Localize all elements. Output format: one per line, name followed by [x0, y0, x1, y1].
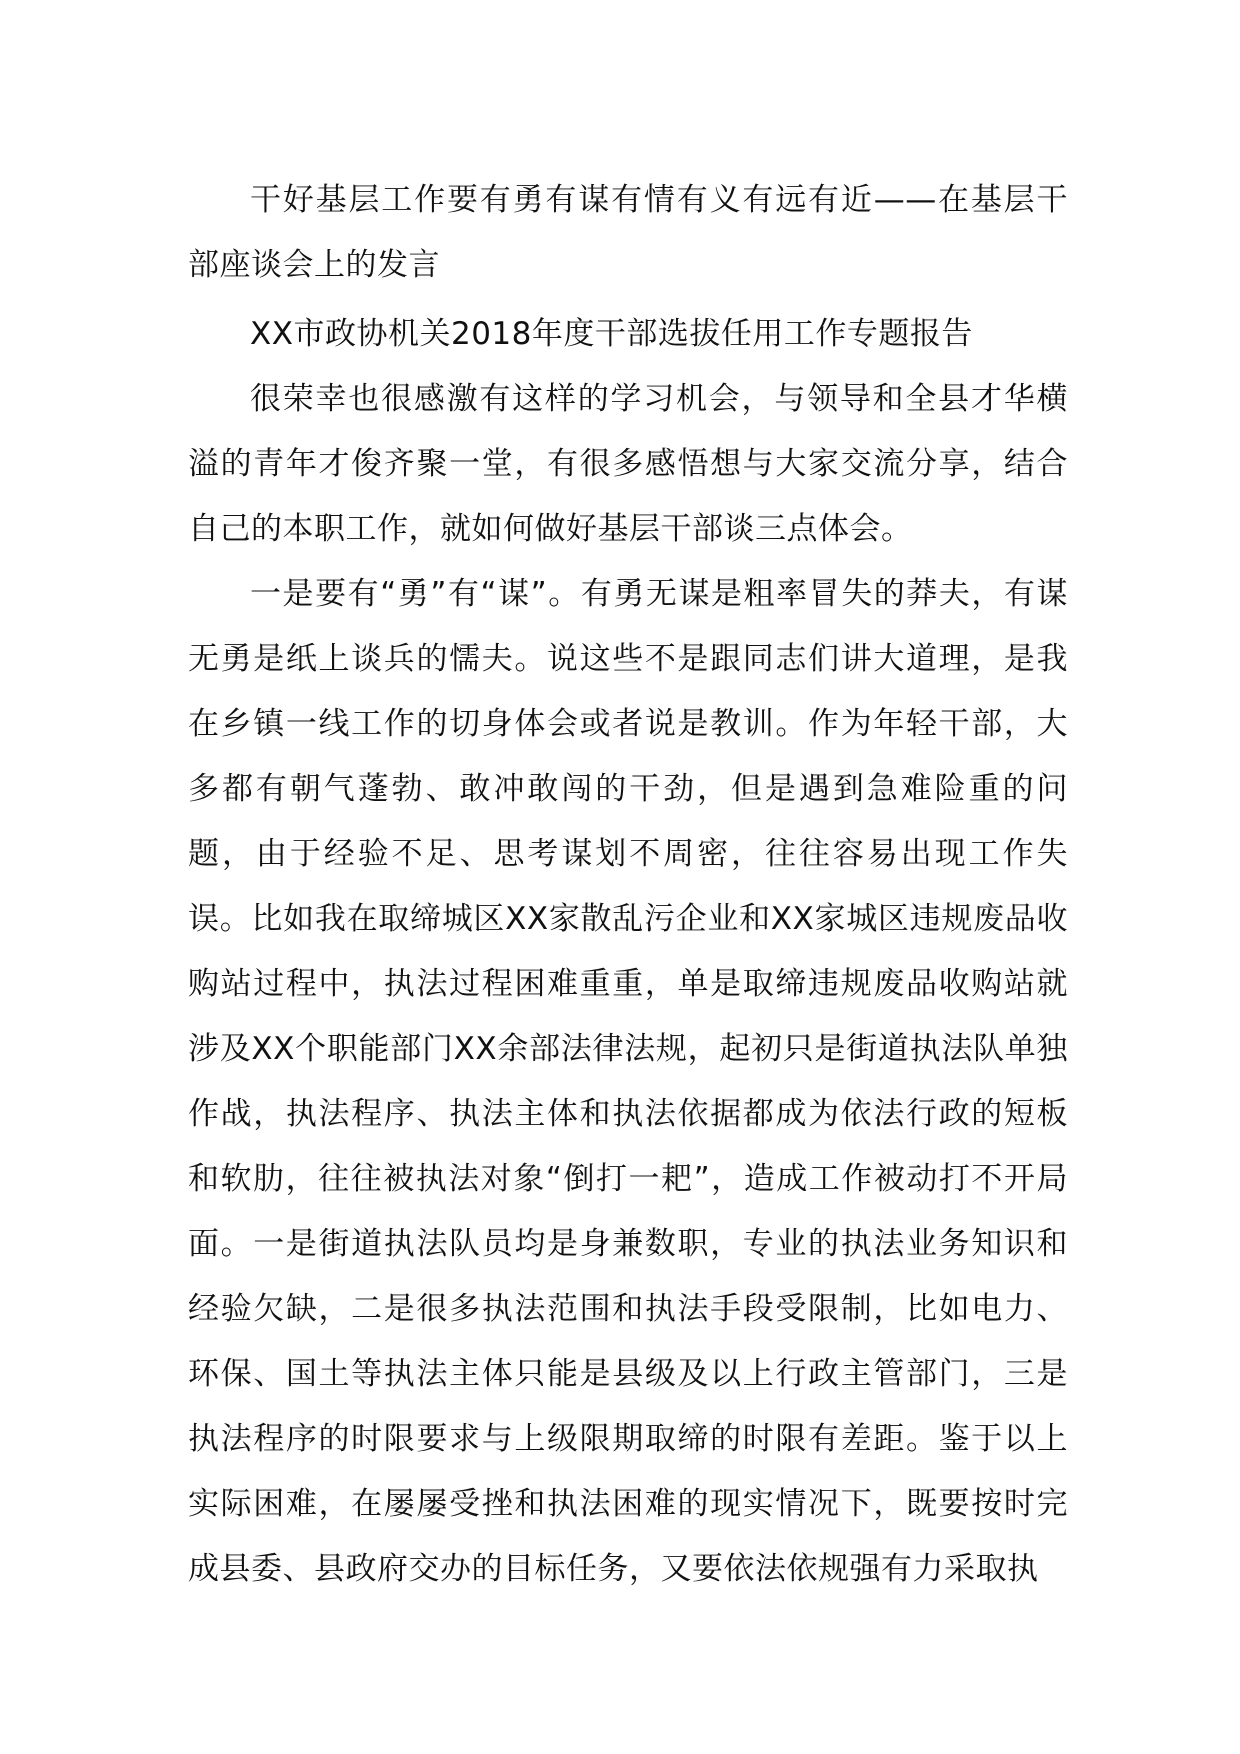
document-title: 干好基层工作要有勇有谋有情有义有远有近——在基层干部座谈会上的发言 [188, 182, 1068, 283]
document-subtitle: XX市政协机关2018年度干部选拔任用工作专题报告 [250, 316, 973, 352]
paragraph-point-one: 一是要有“勇”有“谋”。有勇无谋是粗率冒失的莽夫，有谋无勇是纸上谈兵的懦夫。说这些不是跟同志们讲大道理，是我在乡镇一线工作的切身体会或者说是教训。作为年轻干部，大多都有朝气蓬勃、敢冲敢闯的干劲，但是遇到急难险重的问题，由于经验不足、思考谋划不周密，往往容易出现工作失误。比如我在取缔城区XX家散乱污企业和XX家城区违规废品收购站过程中，执法过程困难重重，单是取缔违规废品收购站就涉及XX个职能部门XX余部法律法规，起初只是街道执法队单独作战，执法程序、执法主体和执法依据都成为依法行政的短板和软肋，往往被执法对象“倒打一耙”，造成工作被动打不开局面。一是街道执法队员均是身兼数职，专业的执法业务知识和经验欠缺，二是很多执法范围和执法手段受限制，比如电力、环保、国土等执法主体只能是县级及以上行政主管部门，三是执法程序的时限要求与上级限期取缔的时限有差距。鉴于以上实际困难，在屡屡受挫和执法困难的现实情况下，既要按时完成县委、县政府交办的目标任务，又要依法依规强有力采取执 [188, 576, 1068, 1587]
paragraph-intro: 很荣幸也很感激有这样的学习机会，与领导和全县才华横溢的青年才俊齐聚一堂，有很多感悟想与大家交流分享，结合自己的本职工作，就如何做好基层干部谈三点体会。 [188, 381, 1068, 547]
document-body [188, 168, 1068, 1602]
